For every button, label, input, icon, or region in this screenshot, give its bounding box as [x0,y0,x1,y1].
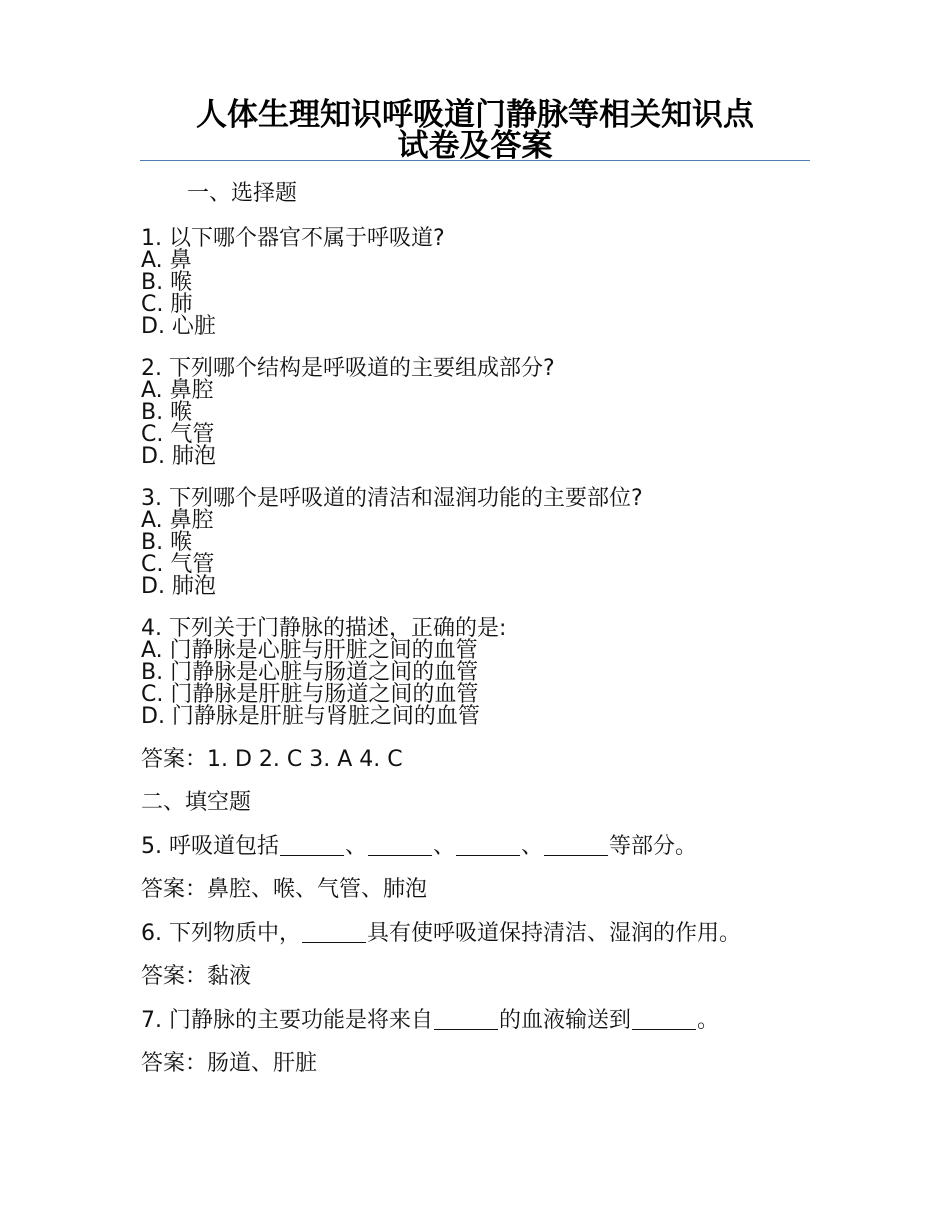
title-line-1: 人体生理知识呼吸道门静脉等相关知识点 [196,97,754,133]
blank-line [434,1007,498,1030]
option-a: A. 鼻腔 [141,508,214,533]
option-b: B. 喉 [141,530,193,555]
answer-6: 答案：黏液 [141,964,252,989]
option-d: D. 肺泡 [141,574,216,599]
title-line-2: 试卷及答案 [397,128,553,164]
blank-line [544,833,608,856]
option-c: C. 气管 [141,552,215,577]
question-6 [141,919,741,949]
question-3 [141,488,643,598]
question-5 [141,832,697,862]
question-1 [141,228,445,338]
option-d: D. 心脏 [141,314,216,339]
question-4 [141,618,506,728]
option-d: D. 门静脉是肝脏与肾脏之间的血管 [141,704,480,729]
separator: 、 [344,834,367,859]
blank-line [280,833,344,856]
question-suffix: 等部分。 [609,834,698,859]
question-2 [141,358,555,468]
question-stem: 4. 下列关于门静脉的描述，正确的是: [141,616,507,641]
answer-choice-section: 答案：1. D 2. C 3. A 4. C [141,747,403,772]
question-prefix: 6. 下列物质中， [141,921,301,946]
title-underline [140,160,810,161]
separator: 、 [433,834,456,859]
question-suffix: 具有使呼吸道保持清洁、湿润的作用。 [366,921,741,946]
answer-5: 答案：鼻腔、喉、气管、肺泡 [141,877,428,902]
section-heading-choice: 一、选择题 [187,181,298,206]
blank-line [368,833,432,856]
question-prefix: 5. 呼吸道包括 [141,834,279,859]
question-stem: 3. 下列哪个是呼吸道的清洁和湿润功能的主要部位? [141,486,643,511]
question-stem: 2. 下列哪个结构是呼吸道的主要组成部分? [141,356,555,381]
question-suffix: 。 [697,1008,720,1033]
option-a: A. 鼻 [141,248,192,273]
option-c: C. 门静脉是肝脏与肠道之间的血管 [141,682,479,707]
blank-line [456,833,520,856]
blank-line [302,920,366,943]
separator: 、 [521,834,544,859]
document-title [140,97,810,164]
question-middle: 的血液输送到 [498,1008,631,1033]
section-heading-fill-in: 二、填空题 [141,790,252,815]
question-prefix: 7. 门静脉的主要功能是将来自 [141,1008,433,1033]
option-d: D. 肺泡 [141,444,216,469]
option-b: B. 门静脉是心脏与肠道之间的血管 [141,660,479,685]
question-stem: 1. 以下哪个器官不属于呼吸道? [141,226,445,251]
question-7 [141,1006,719,1036]
option-a: A. 门静脉是心脏与肝脏之间的血管 [141,638,478,663]
option-a: A. 鼻腔 [141,378,214,403]
blank-line [632,1007,696,1030]
option-c: C. 气管 [141,422,215,447]
option-b: B. 喉 [141,270,193,295]
option-b: B. 喉 [141,400,193,425]
option-c: C. 肺 [141,292,193,317]
answer-7: 答案：肠道、肝脏 [141,1051,318,1076]
